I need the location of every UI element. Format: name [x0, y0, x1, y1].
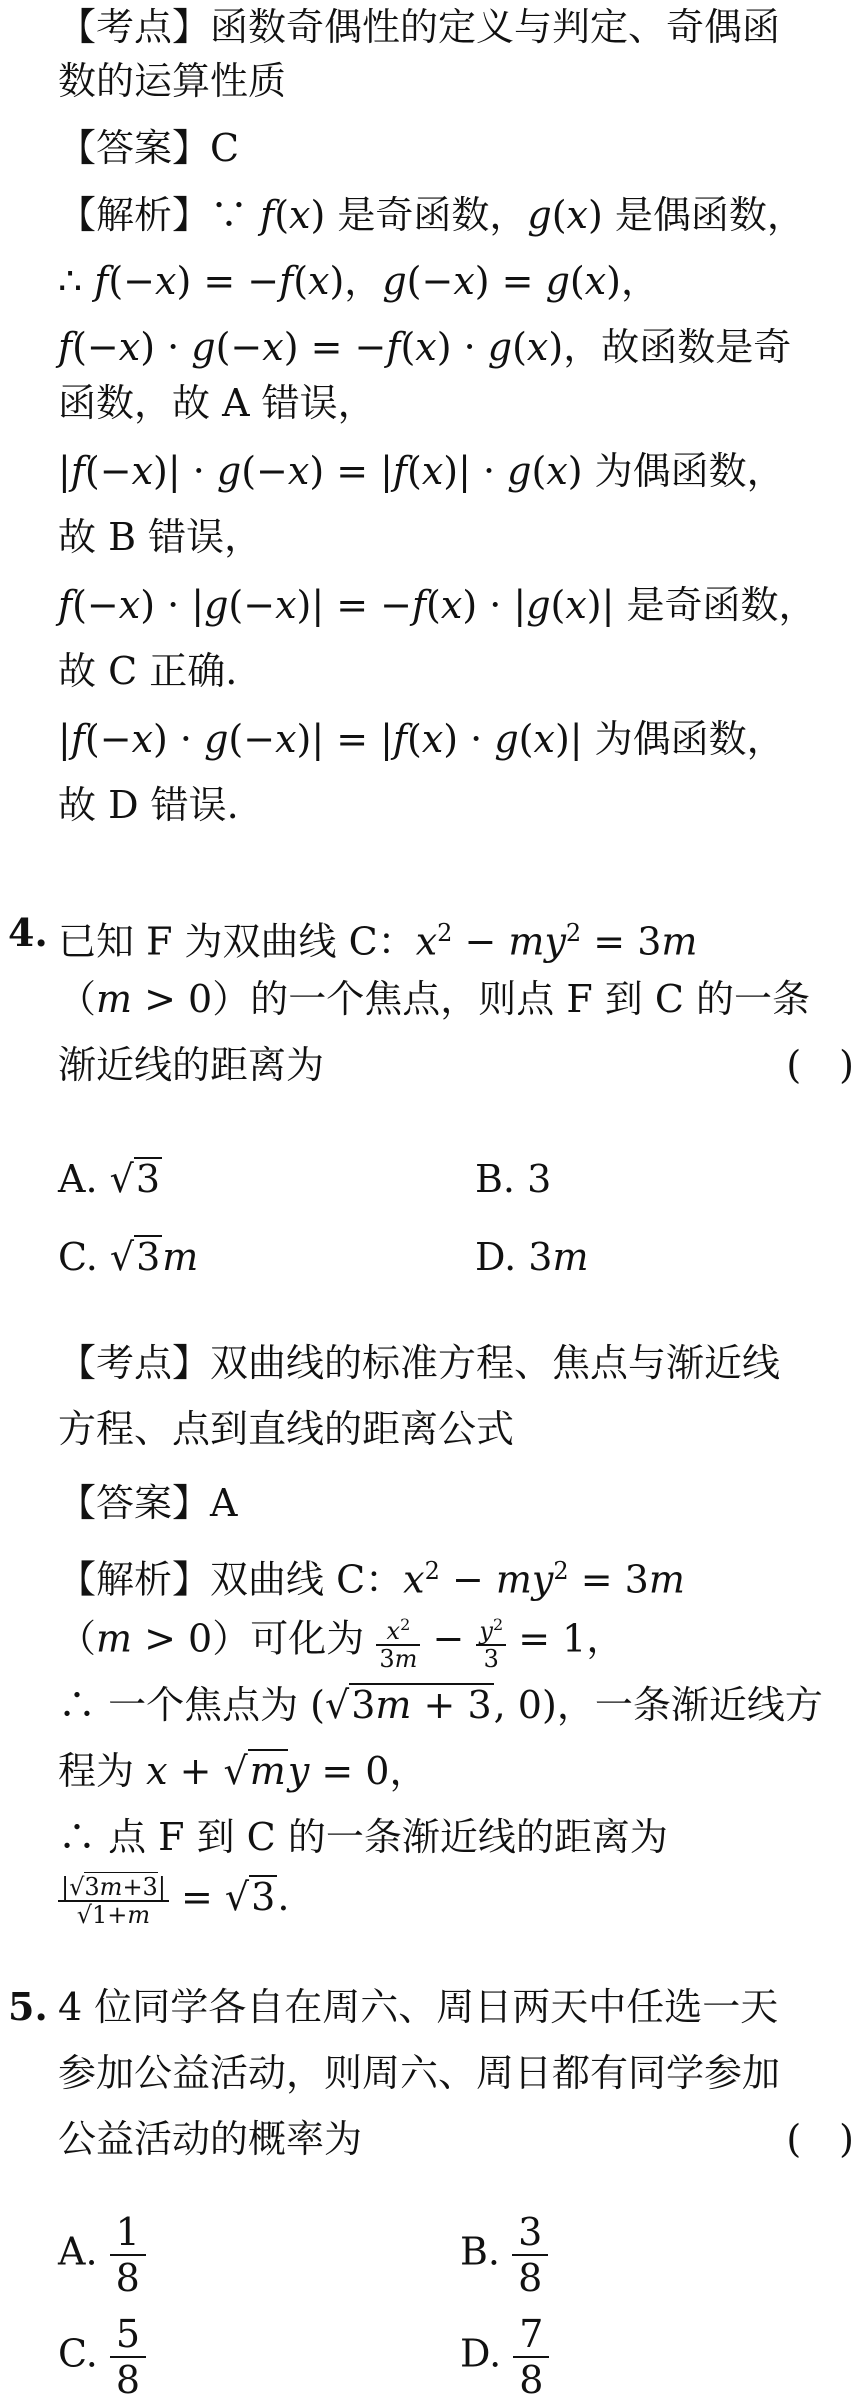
- fraction-x2-over-3m: $\frac{x^2}{3m}$: [376, 1612, 420, 1672]
- q5-option-c: [58, 2312, 146, 2402]
- q5-stem-line1: 4 位同学各自在周六、周日两天中任选一天: [58, 1985, 779, 2029]
- q4-jiexi-line6: $\frac{|√3m+3|}{√1+m}$ = √3.: [58, 1872, 289, 1928]
- q5-option-d: [460, 2312, 549, 2402]
- q4-jiexi-paren: （: [58, 1616, 97, 1661]
- q3-jiexi-line5: |f(−x)| · g(−x) = |f(x)| · g(x) 为偶函数，: [58, 449, 785, 493]
- q4-option-a: A. √3: [58, 1157, 161, 1201]
- q5-option-b: [460, 2210, 548, 2300]
- q4-jiexi-line1: 【解析】双曲线 C：$x^2 - my^2 = 3m$: [58, 1557, 685, 1602]
- q4-option-d: D. 3m: [475, 1235, 589, 1279]
- therefore-symbol: ∴: [58, 259, 83, 303]
- q4-number: 4.: [8, 910, 48, 955]
- q4-option-c: C. √3m: [58, 1235, 199, 1279]
- q3-jiexi-line9: |f(−x) · g(−x)| = |f(x) · g(x)| 为偶函数，: [58, 717, 785, 761]
- q3-jiexi-text-even: 是偶函数，: [614, 193, 805, 237]
- q3-line7-text: 是奇函数，: [626, 583, 817, 627]
- q5-option-a-fraction: $\frac{1}{8}$: [110, 2210, 146, 2300]
- q4-option-c-label: C.: [58, 1235, 98, 1279]
- q5-option-b-label: B.: [460, 2229, 501, 2274]
- q3-jiexi-text-odd: 是奇函数，: [337, 193, 528, 237]
- q3-jiexi-line3: f(−x) · g(−x) = −f(x) · g(x)，故函数是奇: [58, 325, 792, 369]
- q3-answer: 【答案】C: [58, 126, 240, 170]
- q5-number: 5.: [8, 1984, 48, 2029]
- q4-jiexi-prefix: 【解析】双曲线 C：: [58, 1557, 404, 1602]
- q4-kaodian-line2: 方程、点到直线的距离公式: [58, 1407, 515, 1451]
- q3-jiexi-line10: 故 D 错误.: [58, 783, 239, 827]
- q4-option-d-label: D.: [475, 1235, 517, 1279]
- q4-jiexi-line2: （m > 0）可化为 $\frac{x^2}{3m}$ − $\frac{y^2}{3}$ = 1，: [58, 1612, 624, 1672]
- q5-stem-line2: 参加公益活动，则周六、周日都有同学参加: [58, 2051, 781, 2095]
- q5-option-a: [58, 2210, 146, 2300]
- q4-stem-text2: ）的一个焦点，则点 F 到 C 的一条: [212, 977, 811, 1021]
- distance-fraction: $\frac{|√3m+3|}{√1+m}$: [58, 1874, 169, 1928]
- fraction-y2-over-3: $\frac{y^2}{3}$: [476, 1612, 506, 1672]
- q4-option-b: B. 3: [475, 1157, 552, 1201]
- q5-stem-line3: 公益活动的概率为: [58, 2117, 363, 2161]
- q4-equation-prefix: 程为: [58, 1749, 135, 1793]
- q4-stem-line1: 已知 F 为双曲线 C：$x^2 - my^2 = 3m$: [58, 919, 698, 964]
- q3-kaodian-line2: 数的运算性质: [58, 59, 287, 103]
- q5-option-a-label: A.: [58, 2229, 98, 2274]
- q4-option-a-label: A.: [58, 1157, 98, 1201]
- q3-jiexi-line8: 故 C 正确.: [58, 649, 238, 693]
- q5-option-c-label: C.: [58, 2331, 98, 2376]
- q4-focus-text: ∴ 一个焦点为: [58, 1683, 299, 1727]
- q5-option-d-label: D.: [460, 2331, 502, 2376]
- q3-kaodian-line1: 【考点】函数奇偶性的定义与判定、奇偶函: [58, 5, 781, 49]
- q5-answer-blank: ( ): [786, 2117, 854, 2161]
- q4-jiexi-line4: 程为 x + √my = 0，: [58, 1749, 428, 1793]
- q3-jiexi-line1: 【解析】∵ f(x) 是奇函数，g(x) 是偶函数，: [58, 193, 805, 237]
- q3-jiexi-line4: 函数，故 A 错误，: [58, 381, 376, 425]
- q4-answer-blank: ( ): [786, 1043, 854, 1087]
- q5-option-b-fraction: $\frac{3}{8}$: [512, 2210, 548, 2300]
- q4-paren-open: （: [58, 977, 97, 1021]
- q3-line5-text: 为偶函数，: [594, 449, 785, 493]
- q4-stem-line2: （m > 0）的一个焦点，则点 F 到 C 的一条: [58, 977, 811, 1021]
- q5-option-c-fraction: $\frac{5}{8}$: [110, 2312, 146, 2402]
- q3-jiexi-line2: ∴ f(−x) = −f(x)，g(−x) = g(x)，: [58, 259, 659, 303]
- q4-jiexi-line3: ∴ 一个焦点为 (√3m + 3, 0)，一条渐近线方: [58, 1683, 823, 1727]
- q4-jiexi-text: ）可化为: [212, 1616, 365, 1661]
- q5-option-d-fraction: $\frac{7}{8}$: [513, 2312, 549, 2402]
- q4-stem-text: 已知 F 为双曲线 C：: [58, 919, 416, 964]
- q4-stem-line3: 渐近线的距离为: [58, 1043, 325, 1087]
- q4-jiexi-line5: ∴ 点 F 到 C 的一条渐近线的距离为: [58, 1815, 668, 1859]
- q4-kaodian-line1: 【考点】双曲线的标准方程、焦点与渐近线: [58, 1341, 781, 1385]
- q4-asymptote-text: ，一条渐近线方: [556, 1683, 823, 1727]
- q3-jiexi-line6: 故 B 错误，: [58, 515, 263, 559]
- q3-line9-text: 为偶函数，: [594, 717, 785, 761]
- q4-answer: 【答案】A: [58, 1481, 238, 1525]
- q3-line3-text: ，故函数是奇: [563, 325, 792, 369]
- q3-jiexi-line7: f(−x) · |g(−x)| = −f(x) · |g(x)| 是奇函数，: [58, 583, 817, 627]
- q3-jiexi-prefix: 【解析】∵: [58, 193, 249, 237]
